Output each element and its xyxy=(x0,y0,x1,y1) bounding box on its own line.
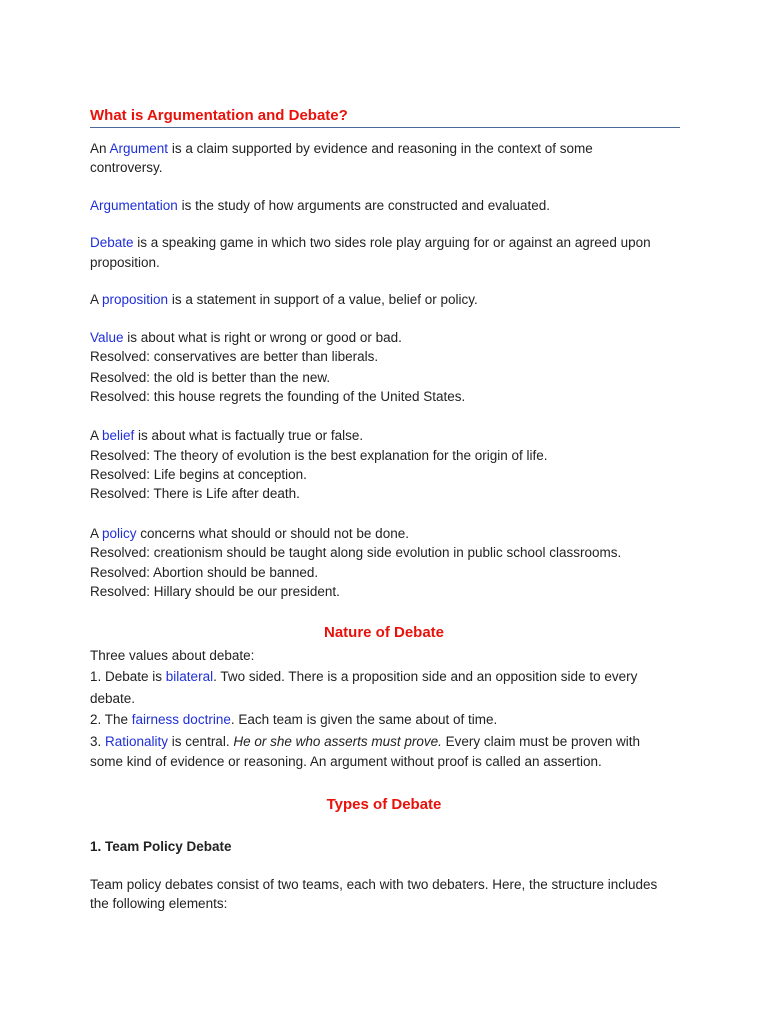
value-example: Resolved: the old is better than the new. xyxy=(90,370,331,385)
policy-definition xyxy=(90,524,409,543)
belief-post: is about what is factually true or false. xyxy=(134,428,364,443)
section-heading-types: Types of Debate xyxy=(326,796,442,813)
term-rationality: Rationality xyxy=(105,734,169,749)
term-debate: Debate xyxy=(90,235,134,250)
argument-definition xyxy=(90,139,593,158)
policy-example: Resolved: creationism should be taught along side evolution in public school classrooms. xyxy=(90,545,622,560)
belief-example: Resolved: The theory of evolution is the best explanation for the origin of life. xyxy=(90,448,548,463)
policy-example: Resolved: Abortion should be banned. xyxy=(90,565,319,580)
debate-post: is a speaking game in which two sides role play arguing for or against an agreed upon xyxy=(133,235,651,250)
value-post: is about what is right or wrong or good or bad. xyxy=(123,330,402,345)
term-policy: policy xyxy=(102,526,137,541)
nature-item-3-post: Every claim must be proven with xyxy=(441,734,640,749)
proposition-definition xyxy=(90,290,478,309)
term-fairness-doctrine: fairness doctrine xyxy=(131,712,231,727)
nature-item-3-cont: some kind of evidence or reasoning. An argument without proof is called an assertion. xyxy=(90,754,602,769)
nature-item-2 xyxy=(90,710,497,729)
nature-item-3-maxim: He or she who asserts must prove. xyxy=(233,734,442,749)
proposition-pre: A xyxy=(90,292,103,307)
section-heading-nature: Nature of Debate xyxy=(323,624,445,641)
nature-item-1-post: . Two sided. There is a proposition side and an opposition side to every xyxy=(213,669,638,684)
argument-pre: An xyxy=(90,141,110,156)
term-value: Value xyxy=(90,330,124,345)
nature-item-2-pre: 2. The xyxy=(90,712,132,727)
nature-item-1 xyxy=(90,667,637,686)
belief-example: Resolved: There is Life after death. xyxy=(90,486,300,501)
argumentation-post: is the study of how arguments are constructed and evaluated. xyxy=(177,198,551,213)
argument-definition-cont: controversy. xyxy=(90,160,163,175)
nature-item-3-mid: is central. xyxy=(168,734,234,749)
value-example: Resolved: this house regrets the founding of the United States. xyxy=(90,389,466,404)
belief-definition xyxy=(90,426,363,445)
value-definition xyxy=(90,328,402,347)
title-underline xyxy=(90,127,680,128)
subheading-team-policy: 1. Team Policy Debate xyxy=(90,839,232,854)
policy-example: Resolved: Hillary should be our president. xyxy=(90,584,340,599)
term-belief: belief xyxy=(102,428,135,443)
nature-item-2-post: . Each team is given the same about of time. xyxy=(230,712,498,727)
team-policy-paragraph-cont: the following elements: xyxy=(90,896,228,911)
nature-item-3-pre: 3. xyxy=(90,734,106,749)
nature-item-1-pre: 1. Debate is xyxy=(90,669,166,684)
page-title: What is Argumentation and Debate? xyxy=(90,107,348,124)
argumentation-definition xyxy=(90,196,550,215)
term-argumentation: Argumentation xyxy=(90,198,178,213)
argument-post: is a claim supported by evidence and reasoning in the context of some xyxy=(168,141,593,156)
nature-intro: Three values about debate: xyxy=(90,648,255,663)
policy-pre: A xyxy=(90,526,103,541)
belief-example: Resolved: Life begins at conception. xyxy=(90,467,307,482)
term-argument: Argument xyxy=(109,141,169,156)
nature-item-3 xyxy=(90,732,640,751)
policy-post: concerns what should or should not be done. xyxy=(136,526,409,541)
proposition-post: is a statement in support of a value, belief or policy. xyxy=(168,292,478,307)
debate-definition-cont: proposition. xyxy=(90,255,160,270)
term-bilateral: bilateral xyxy=(165,669,214,684)
value-example: Resolved: conservatives are better than liberals. xyxy=(90,349,379,364)
belief-pre: A xyxy=(90,428,103,443)
term-proposition: proposition xyxy=(102,292,169,307)
team-policy-paragraph: Team policy debates consist of two teams, each with two debaters. Here, the structure includes xyxy=(90,877,658,892)
nature-item-1-cont: debate. xyxy=(90,691,136,706)
debate-definition xyxy=(90,233,651,252)
